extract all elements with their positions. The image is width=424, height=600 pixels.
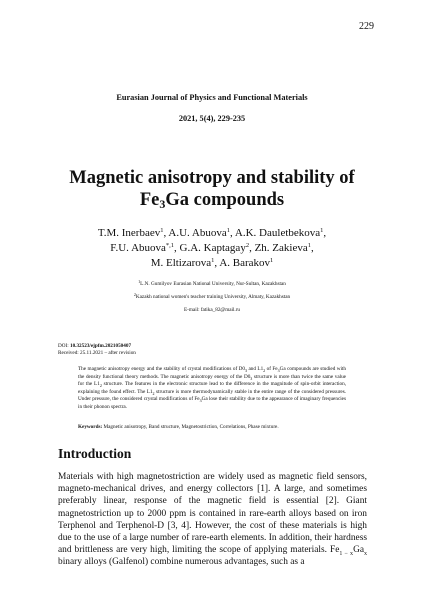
introduction-paragraph: Materials with high magnetostriction are widely used as magnetic field sensors, magneto-mechanical drives, and energy collectors [1]. A large, and sometimes preferably linear, response of the magnetic field is essential [2]. Giant magnetostriction up to 2000 ppm is contained in rare-earth alloys based on iron Terphenol and Terphenol-D [3, 4]. However, the cost of these materials is high due to the use of a large number of rare-earth elements. In addition, their hardness and brittleness are very high, limiting the scope of applying materials. $Fe_{1 - x}Ga_x$ binary alloys (Galfenol) combine numerous advantages, such as a: [58, 472, 367, 568]
keywords-text: Magnetic anisotropy, Band structure, Magnetostriction, Correlations, Phase mixture.: [103, 424, 279, 430]
author: M. Eltizarova$^1$,: [150, 257, 220, 269]
author: F.U. Abuova$^{*,1}$,: [110, 242, 180, 254]
doi-label: DOI:: [58, 343, 69, 349]
abstract: The magnetic anisotropy energy and the stability of crystal modifications of $D0_3$ and $L1_2$ of $Fe_3Ga$ compounds are studied with the density functional theory methods. The magnetic anisotropy energy of the $D0_3$ structure is more than twice the same value for the $L1_2$ structure. The features in the electronic structure lead to the difference in the magnitude of spin-orbit interaction, explaining the found effect. The $L1_2$ structure is more thermodynamically stable in the entire range of the considered pressures. Under pressure, the considered crystal modifications of $Fe_3Ga$ lose their stability due to the appearance of imaginary frequencies in their phonon spectra.: [78, 366, 347, 410]
page-number: 229: [359, 21, 374, 32]
author: A. Barakov$^1$: [219, 257, 274, 269]
received-date: Received: 25.11.2021 – after revision: [58, 350, 136, 356]
author: Zh. Zakieva$^1$,: [254, 242, 314, 254]
corresponding-email: E-mail: fatika_82@mail.ru: [183, 307, 241, 313]
doi-block: [58, 343, 136, 357]
author: A.K. Dauletbekova$^1$,: [234, 227, 327, 239]
title-line-1: Magnetic anisotropy and stability of: [69, 168, 355, 188]
author-list: [40, 226, 384, 271]
section-heading-introduction: Introduction: [58, 446, 132, 461]
journal-name: Eurasian Journal of Physics and Functional Materials: [116, 93, 308, 102]
affiliation-1: $^1$L.N. Gumilyov Eurasian National University, Nur-Sultan, Kazakhstan: [138, 279, 286, 287]
author: G.A. Kaptagay$^2$,: [179, 242, 255, 254]
affiliation-2: $^2$Kazakh national women's teacher training University, Almaty, Kazakhstan: [133, 292, 291, 300]
title-formula: $Fe_3Ga$ compounds: [139, 190, 285, 211]
paper-title: [20, 167, 404, 211]
doi-link[interactable]: 10.32523/ejpfm.2021050407: [69, 343, 132, 349]
author: T.M. Inerbaev$^1$,: [97, 227, 169, 239]
author: A.U. Abuova$^1$,: [168, 227, 235, 239]
journal-issue: 2021, 5(4), 229-235: [178, 114, 246, 123]
keywords: [78, 424, 346, 430]
keywords-label: Keywords:: [78, 424, 103, 430]
